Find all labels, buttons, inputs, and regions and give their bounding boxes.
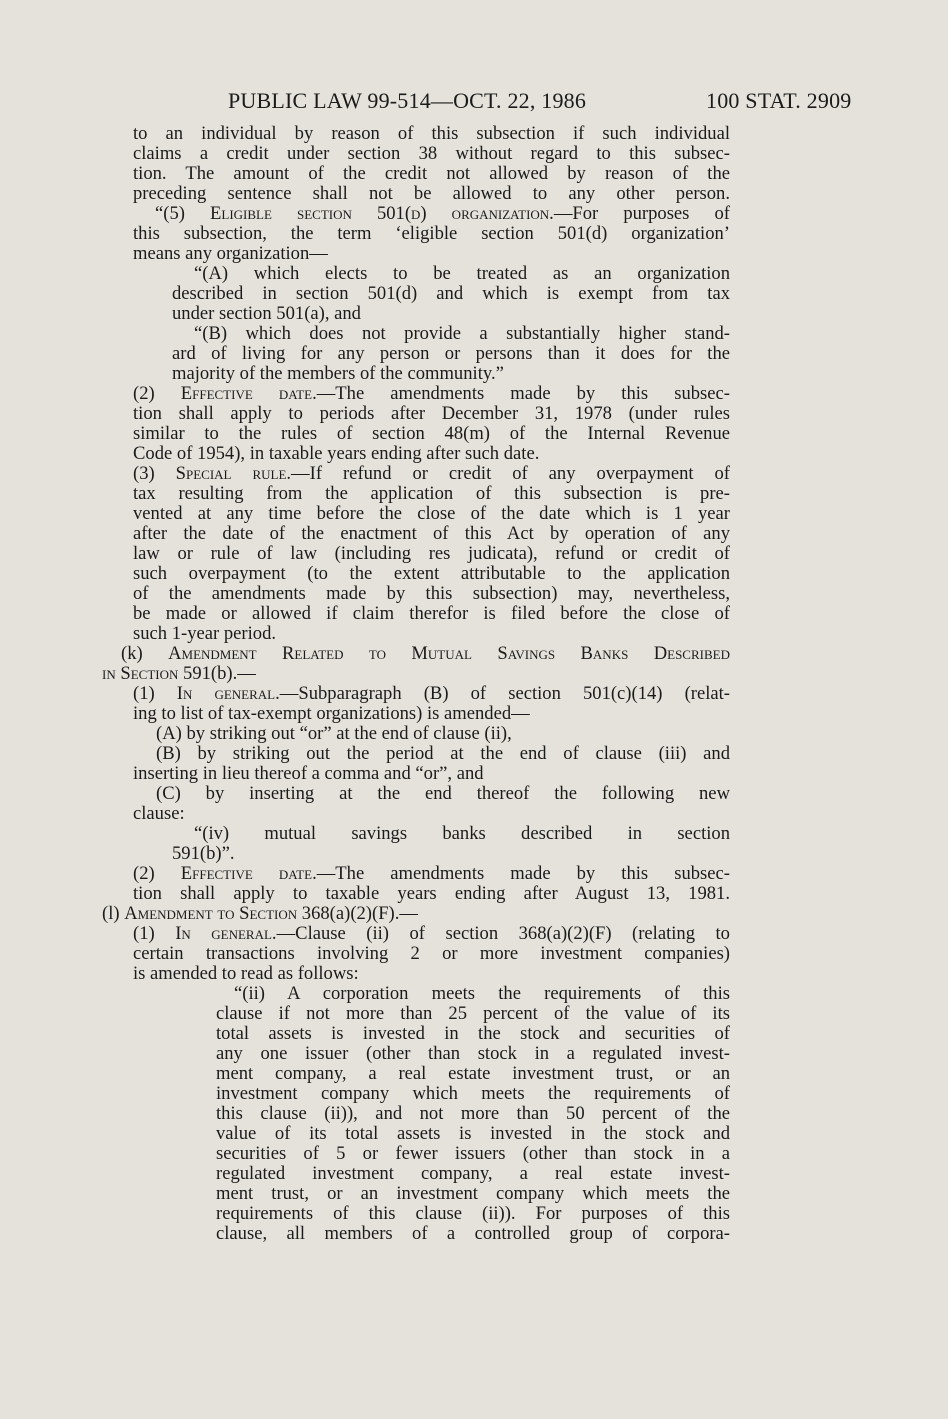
text-line: is amended to read as follows: xyxy=(133,963,359,984)
text-line: tion. The amount of the credit not allowed by reason of the xyxy=(133,164,730,184)
text-line: vented at any time before the close of the date which is 1 year xyxy=(133,504,730,524)
small-caps-heading: In general xyxy=(175,924,272,944)
text-line: such 1-year period. xyxy=(133,623,277,644)
small-caps-heading: Amendment to Section xyxy=(124,903,298,924)
text-line: this clause (ii)), and not more than 50 percent of the xyxy=(216,1104,730,1124)
text-line: clause, all members of a controlled group of corpora- xyxy=(216,1224,730,1244)
small-caps-heading: Effective date xyxy=(180,864,313,884)
text-line: described in section 501(d) and which is exempt from tax xyxy=(172,284,730,304)
text-line: (1) In general.—Clause (ii) of section 368(a)(2)(F) (relating to xyxy=(133,924,730,944)
text-line: means any organization— xyxy=(133,243,328,264)
text-line: of the amendments made by this subsection) may, nevertheless, xyxy=(133,584,730,604)
page-header-stat: 100 STAT. 2909 xyxy=(706,88,852,113)
text-line: ard of living for any person or persons than it does for the xyxy=(172,344,730,364)
text-line: (A) by striking out “or” at the end of clause (ii), xyxy=(156,723,512,744)
text-line: Code of 1954), in taxable years ending after such date. xyxy=(133,443,540,464)
text-line: (2) Effective date.—The amendments made by this subsec- xyxy=(133,384,730,404)
text-line: tion shall apply to taxable years ending after August 13, 1981. xyxy=(133,884,730,904)
text-line: ment trust, or an investment company which meets the xyxy=(216,1184,730,1204)
text-line: to an individual by reason of this subsection if such individual xyxy=(133,124,730,144)
text-line: claims a credit under section 38 without regard to this subsec- xyxy=(133,144,730,164)
text-line: “(A) which elects to be treated as an organization xyxy=(194,264,730,284)
text-line: “(ii) A corporation meets the requirements of this xyxy=(234,984,730,1004)
text-line: regulated investment company, a real estate invest- xyxy=(216,1164,730,1184)
text-line: ment company, a real estate investment trust, or an xyxy=(216,1064,730,1084)
text-line: value of its total assets is invested in the stock and xyxy=(216,1124,730,1144)
text-line: after the date of the enactment of this Act by operation of any xyxy=(133,524,730,544)
text-line: “(iv) mutual savings banks described in section xyxy=(194,824,730,844)
text-line: similar to the rules of section 48(m) of the Internal Revenue xyxy=(133,424,730,444)
text-line: inserting in lieu thereof a comma and “or”, and xyxy=(133,763,484,784)
text-line: this subsection, the term ‘eligible section 501(d) organization’ xyxy=(133,224,730,244)
text-line: (k) Amendment Related to Mutual Savings Banks Described xyxy=(121,644,730,664)
text-line: ing to list of tax-exempt organizations) is amended— xyxy=(133,703,530,724)
text-line: clause: xyxy=(133,803,185,824)
body-text xyxy=(102,124,926,1244)
small-caps-heading: In general xyxy=(176,684,276,704)
text-line: certain transactions involving 2 or more investment companies) xyxy=(133,944,730,964)
small-caps-heading: Special rule xyxy=(175,464,287,484)
text-line: (B) by striking out the period at the end of clause (iii) and xyxy=(156,744,730,764)
text-line: law or rule of law (including res judicata), refund or credit of xyxy=(133,544,730,564)
text-line: clause if not more than 25 percent of the value of its xyxy=(216,1004,730,1024)
small-caps-heading: Effective date xyxy=(180,384,313,404)
text-line: under section 501(a), and xyxy=(172,303,361,324)
text-line: any one issuer (other than stock in a regulated invest- xyxy=(216,1044,730,1064)
text-line: “(5) Eligible section 501(d) organization.—For purposes of xyxy=(155,204,730,224)
text-line: (l) Amendment to Section 368(a)(2)(F).— xyxy=(102,903,418,924)
page-header-title: PUBLIC LAW 99-514—OCT. 22, 1986 xyxy=(228,88,587,113)
text-line: requirements of this clause (ii)). For purposes of this xyxy=(216,1204,730,1224)
small-caps-heading: in Section xyxy=(102,663,179,684)
text-line: 591(b)”. xyxy=(172,843,235,864)
text-line: majority of the members of the community.” xyxy=(172,363,504,384)
text-line: (C) by inserting at the end thereof the following new xyxy=(156,784,730,804)
text-line: “(B) which does not provide a substantially higher stand- xyxy=(194,324,730,344)
text-line: investment company which meets the requirements of xyxy=(216,1084,730,1104)
text-line: total assets is invested in the stock and securities of xyxy=(216,1024,730,1044)
text-line: preceding sentence shall not be allowed to any other person. xyxy=(133,184,730,204)
text-line: (3) Special rule.—If refund or credit of any overpayment of xyxy=(133,464,730,484)
text-line: (1) In general.—Subparagraph (B) of section 501(c)(14) (relat- xyxy=(133,684,730,704)
text-line: tax resulting from the application of this subsection is pre- xyxy=(133,484,730,504)
text-line: in Section 591(b).— xyxy=(102,663,256,684)
text-line: be made or allowed if claim therefor is filed before the close of xyxy=(133,604,730,624)
small-caps-heading: Amendment Related to Mutual Savings Banks Described xyxy=(168,644,730,664)
text-line: (2) Effective date.—The amendments made by this subsec- xyxy=(133,864,730,884)
text-line: such overpayment (to the extent attributable to the application xyxy=(133,564,730,584)
small-caps-heading: Eligible section 501(d) organization xyxy=(210,204,550,224)
text-line: securities of 5 or fewer issuers (other than stock in a xyxy=(216,1144,730,1164)
text-line: tion shall apply to periods after December 31, 1978 (under rules xyxy=(133,404,730,424)
